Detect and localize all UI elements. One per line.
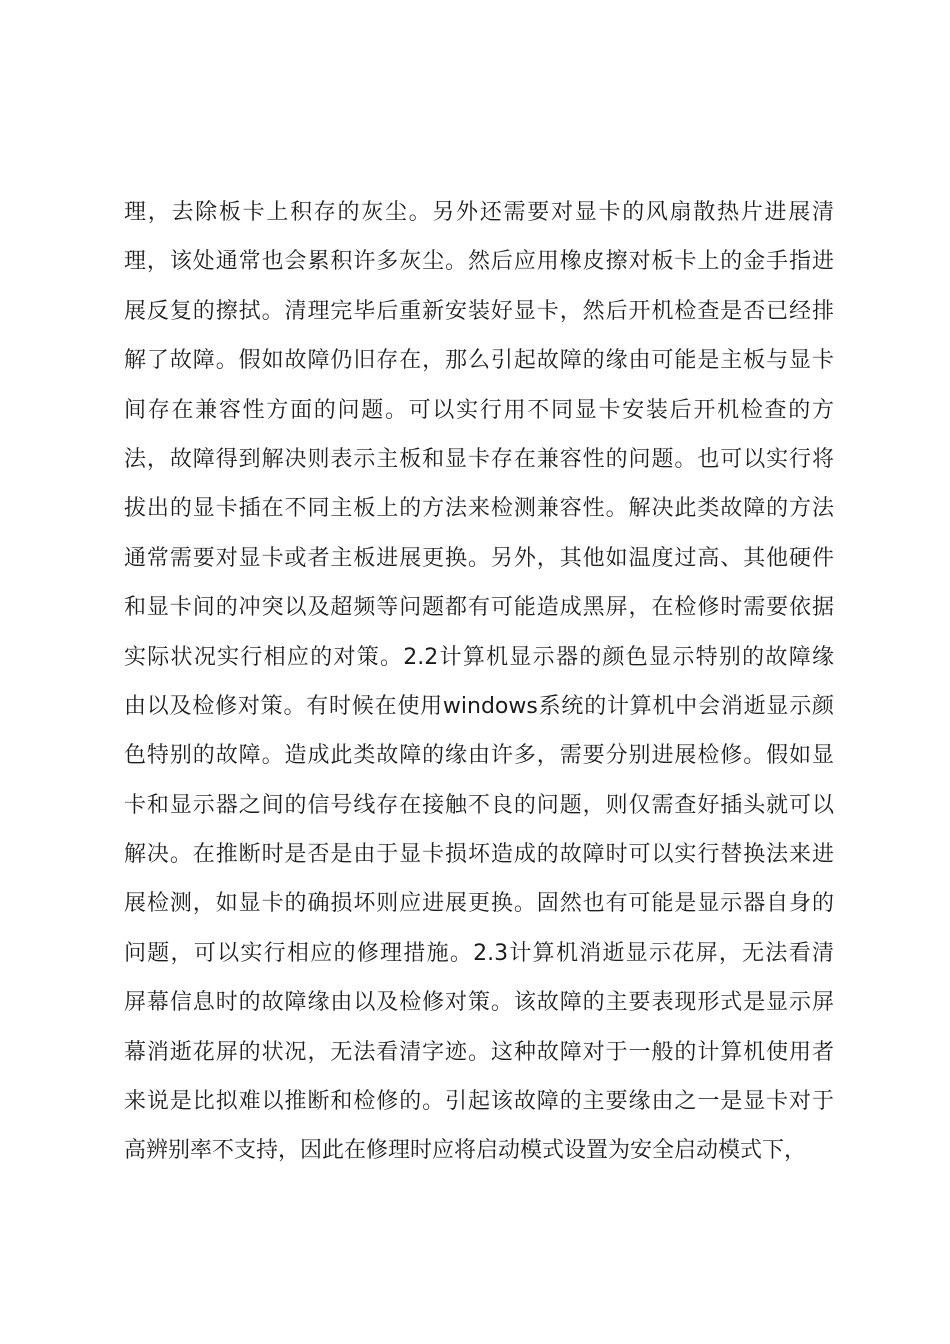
text-line: 幕消逝花屏的状况，无法看清字迹。这种故障对于一般的计算机使用者	[124, 1039, 834, 1065]
text-line: 由以及检修对策。有时候在使用windows系统的计算机中会消逝显示颜	[124, 693, 834, 719]
text-line: 通常需要对显卡或者主板进展更换。另外，其他如温度过高、其他硬件	[124, 545, 834, 571]
text-line: 实际状况实行相应的对策。2.2计算机显示器的颜色显示特别的故障缘	[124, 644, 834, 670]
text-line: 解决。在推断时是否是由于显卡损坏造成的故障时可以实行替换法来进	[124, 842, 834, 868]
text-line: 问题，可以实行相应的修理措施。2.3计算机消逝显示花屏，无法看清	[124, 940, 834, 966]
text-line: 理，去除板卡上积存的灰尘。另外还需要对显卡的风扇散热片进展清	[124, 200, 834, 225]
text-line: 色特别的故障。造成此类故障的缘由许多，需要分别进展检修。假如显	[124, 743, 834, 769]
text-line: 展反复的擦拭。清理完毕后重新安装好显卡，然后开机检查是否已经排	[124, 298, 834, 324]
text-line: 屏幕信息时的故障缘由以及检修对策。该故障的主要表现形式是显示屏	[124, 990, 834, 1016]
text-line: 法，故障得到解决则表示主板和显卡存在兼容性的问题。也可以实行将	[124, 446, 834, 472]
text-line: 间存在兼容性方面的问题。可以实行用不同显卡安装后开机检查的方	[124, 397, 834, 423]
text-line: 解了故障。假如故障仍旧存在，那么引起故障的缘由可能是主板与显卡	[124, 348, 834, 374]
text-line: 和显卡间的冲突以及超频等问题都有可能造成黑屏，在检修时需要依据	[124, 595, 834, 621]
text-line: 展检测，如显卡的确损坏则应进展更换。固然也有可能是显示器自身的	[124, 891, 834, 917]
text-line: 来说是比拟难以推断和检修的。引起该故障的主要缘由之一是显卡对于	[124, 1089, 834, 1115]
text-line: 拔出的显卡插在不同主板上的方法来检测兼容性。解决此类故障的方法	[124, 496, 834, 522]
text-line: 卡和显示器之间的信号线存在接触不良的问题，则仅需查好插头就可以	[124, 792, 834, 818]
text-line: 理，该处通常也会累积许多灰尘。然后应用橡皮擦对板卡上的金手指进	[124, 249, 834, 275]
text-line: 高辨别率不支持，因此在修理时应将启动模式设置为安全启动模式下，	[124, 1138, 807, 1164]
body-paragraph	[124, 188, 834, 1176]
